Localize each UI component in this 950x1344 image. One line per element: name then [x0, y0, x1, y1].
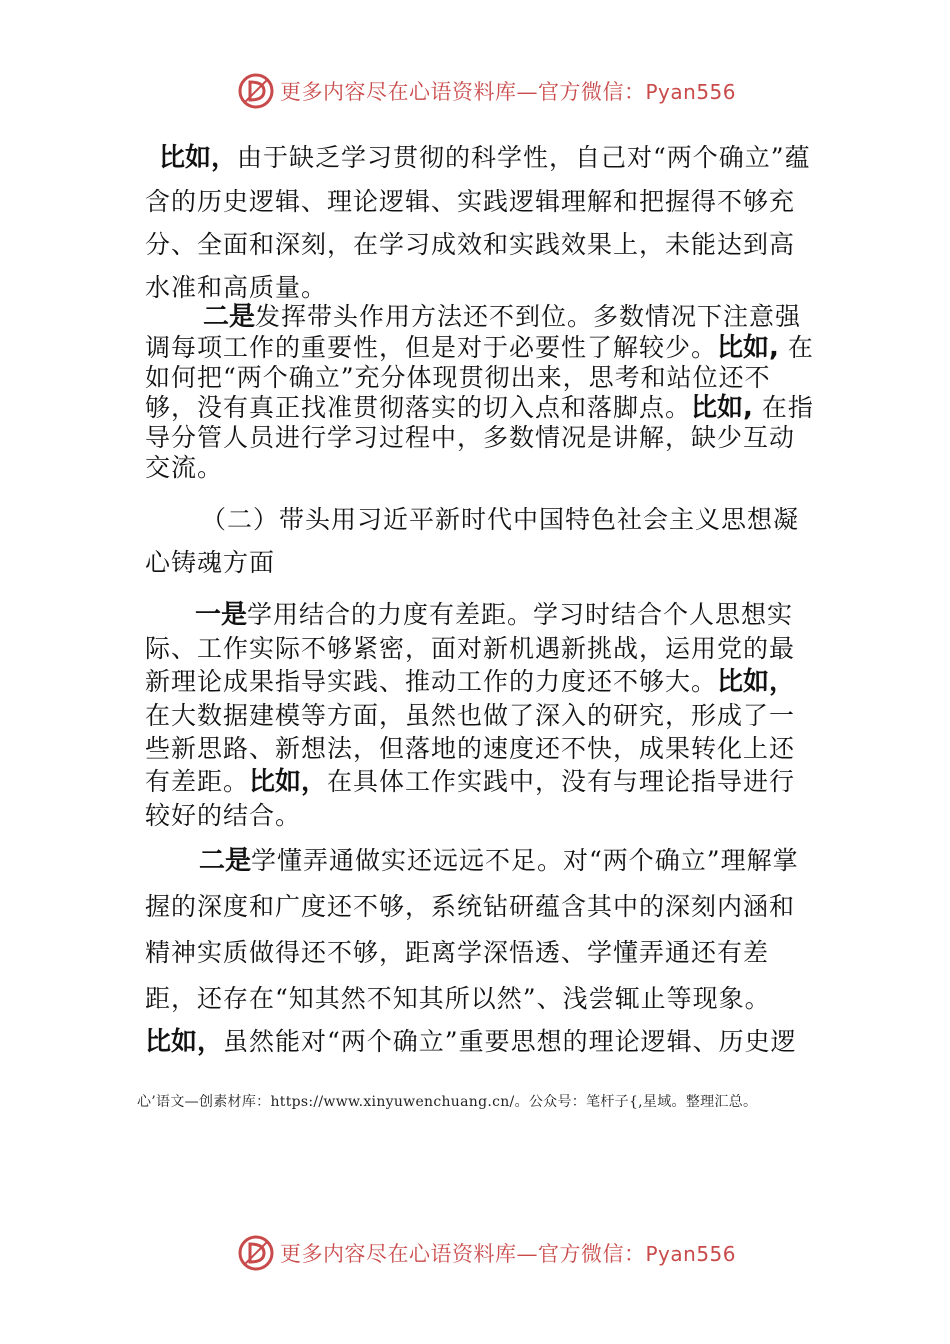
paragraph-example-last [145, 1020, 817, 1064]
paragraph-text: 虽然能对“两个确立”重要思想的理论逻辑、历史逻 [223, 1027, 797, 1056]
paragraph-point-two [145, 302, 817, 482]
paragraph-text: 在具体工作实践中，没有与理论指导进行较好的结合。 [145, 767, 796, 830]
watermark-banner-top [238, 70, 738, 112]
paragraph-text: 学懂弄通做实还远远不足。对“两个确立”理解掌握的深度和广度还不够，系统钻研蕴含其中的深刻内涵和精神实质做得还不够，距离学深悟透、学懂弄通还有差距，还存在“知其然不知其所以然”、浅尝辄止等现象。 [145, 846, 799, 1013]
bold-lead: 比如， [145, 1027, 224, 1057]
bold-example-label: 比如， [249, 767, 328, 797]
paragraph-text: 发挥带头作用方法还不到位。多数情况下注意强调每项工作的重要性，但是对于必要性了解较少。 [145, 302, 802, 362]
paragraph-text: 在指导分管人员进行学习过程中，多数情况是讲解，缺少互动交流。 [145, 392, 814, 482]
wechat-handle: Pyan556 [645, 1242, 737, 1266]
bold-lead: 比如， [159, 143, 238, 173]
paragraph-text: 学用结合的力度有差距。学习时结合个人思想实际、工作实际不够紧密，面对新机遇新挑战，运用党的最新理论成果指导实践、推动工作的力度还不够大。 [145, 600, 796, 696]
stylized-d-seal-icon [238, 1235, 274, 1271]
section-heading: （二）带头用习近平新时代中国特色社会主义思想凝心铸魂方面 [145, 505, 800, 577]
banner-text: 更多内容尽在心语资料库—官方微信：Pyan556 [280, 80, 737, 104]
bold-example-label: 比如， [717, 667, 796, 697]
stylized-d-seal-icon [238, 73, 274, 109]
bold-lead: 二是 [203, 302, 256, 332]
bold-lead: 二是 [199, 846, 252, 876]
bold-example-label: 比如, [717, 332, 779, 363]
source-footnote: 心’语文—创素材库：https://www.xinyuwenchuang.cn/。公众号：笔杆子{,星域。整理汇总。 [137, 1094, 758, 1110]
bold-example-label: 比如, [691, 392, 753, 423]
wechat-handle: Pyan556 [645, 80, 737, 104]
paragraph-point-two-b [145, 838, 817, 1022]
paragraph-text: 在如何把“两个确立”充分体现贯彻出来，思考和站位还不够，没有真正找准贯彻落实的切入点和落脚点。 [145, 332, 814, 422]
paragraph-text: 在大数据建模等方面，虽然也做了深入的研究，形成了一些新思路、新想法，但落地的速度还不快，成果转化上还有差距。 [145, 701, 796, 796]
paragraph-text: 由于缺乏学习贯彻的科学性，自己对“两个确立”蕴含的历史逻辑、理论逻辑、实践逻辑理解和把握得不够充分、全面和深刻，在学习成效和实践效果上，未能达到高水准和高质量。 [145, 143, 811, 302]
banner-text: 更多内容尽在心语资料库—官方微信：Pyan556 [280, 1242, 737, 1266]
watermark-banner-bottom [238, 1232, 738, 1274]
paragraph-example-1 [145, 136, 817, 309]
bold-lead: 一是 [195, 600, 248, 630]
paragraph-point-one [145, 598, 817, 832]
